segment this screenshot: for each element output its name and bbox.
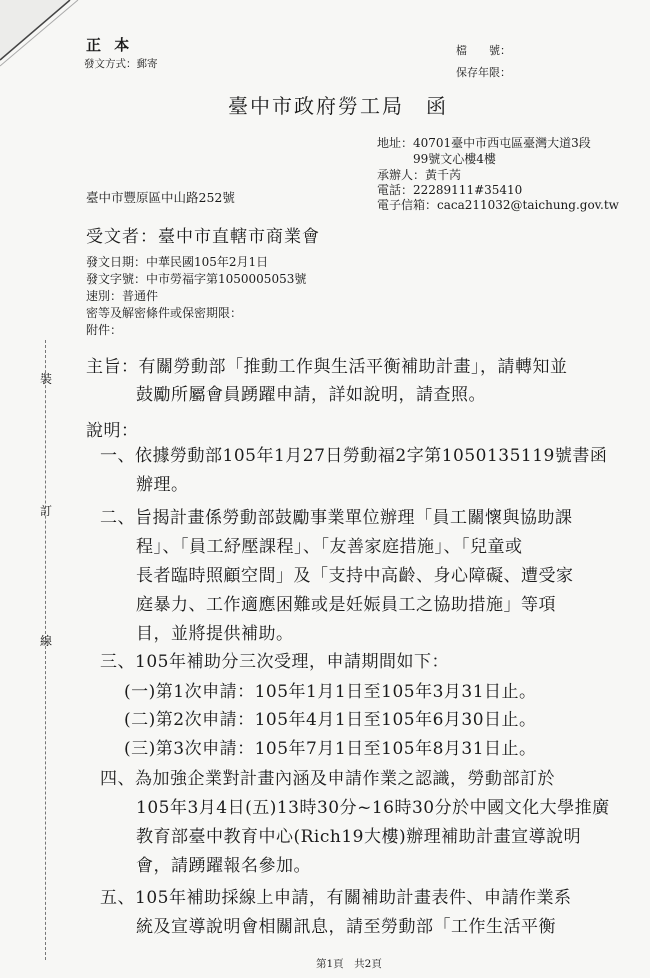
subject-line1: 主旨：有關勞動部「推動工作與生活平衡補助計畫」，請轉知並 <box>86 357 568 377</box>
item3-line1: 三、105年補助分三次受理，申請期間如下： <box>100 652 449 672</box>
sender-address-line1: 地址：40701臺中市西屯區臺灣大道3段 <box>377 136 591 150</box>
item2-line5: 目，並將提供補助。 <box>136 624 294 644</box>
item4-line3: 教育部臺中教育中心(Rich19大樓)辦理補助計畫宣導說明 <box>136 827 582 847</box>
explanation-label: 說明： <box>86 421 139 441</box>
recipient-address: 臺中市豐原區中山路252號 <box>86 190 235 205</box>
copy-label: 正 本 <box>86 36 134 54</box>
item2-line3: 長者臨時照顧空間」及「支持中高齡、身心障礙、遭受家 <box>136 566 574 586</box>
item4-line4: 會，請踴躍報名參加。 <box>136 856 311 876</box>
binding-line <box>45 340 46 960</box>
page-footer: 第1頁 共2頁 <box>316 958 382 970</box>
retention-label: 保存年限： <box>456 66 511 79</box>
recipient: 受文者：臺中市直轄市商業會 <box>86 227 320 247</box>
subject-line2: 鼓勵所屬會員踴躍申請，詳如說明，請查照。 <box>136 385 486 405</box>
document-title: 臺中市政府勞工局 函 <box>228 94 448 118</box>
file-no-label: 檔 號： <box>456 44 511 57</box>
binding-mark-zhuang: 裝 <box>40 372 53 386</box>
item5-line2: 統及宣導說明會相關訊息，請至勞動部「工作生活平衡 <box>136 917 556 937</box>
item1-line2: 辦理。 <box>136 475 189 495</box>
item4-line1: 四、為加強企業對計畫內涵及申請作業之認識，勞動部訂於 <box>100 769 555 789</box>
item5-line1: 五、105年補助採線上申請，有關補助計畫表件、申請作業系 <box>100 888 572 908</box>
attachment: 附件： <box>86 323 123 337</box>
sender-contact: 承辦人：黃千芮 <box>377 168 462 182</box>
sender-email: 電子信箱：caca211032@taichung.gov.tw <box>377 198 619 212</box>
item3-sub1: (一)第1次申請：105年1月1日至105年3月31日止。 <box>124 682 537 702</box>
binding-mark-xian: 線 <box>40 634 53 648</box>
sender-phone: 電話：22289111#35410 <box>377 183 523 197</box>
folded-corner <box>0 0 90 80</box>
item2-line1: 二、旨揭計畫係勞動部鼓勵事業單位辦理「員工關懷與協助課 <box>100 508 573 528</box>
item3-sub3: (三)第3次申請：105年7月1日至105年8月31日止。 <box>124 739 537 759</box>
binding-mark-ding: 訂 <box>40 504 53 518</box>
item2-line4: 庭暴力、工作適應困難或是妊娠員工之協助措施」等項 <box>136 595 556 615</box>
item2-line2: 程」、「員工紓壓課程」、「友善家庭措施」、「兒童或 <box>136 537 523 557</box>
document-number: 發文字號：中市勞福字第1050005053號 <box>86 272 307 286</box>
item4-line2: 105年3月4日(五)13時30分~16時30分於中國文化大學推廣 <box>136 798 610 818</box>
sender-address-line2: 99號文心樓4樓 <box>413 152 496 166</box>
speed: 速別：普通件 <box>86 289 159 303</box>
item1-line1: 一、依據勞動部105年1月27日勞動福2字第1050135119號書函 <box>100 446 608 466</box>
security-level: 密等及解密條件或保密期限： <box>86 306 243 320</box>
send-method: 發文方式：郵寄 <box>84 58 158 70</box>
issue-date: 發文日期：中華民國105年2月1日 <box>86 255 269 269</box>
item3-sub2: (二)第2次申請：105年4月1日至105年6月30日止。 <box>124 710 537 730</box>
